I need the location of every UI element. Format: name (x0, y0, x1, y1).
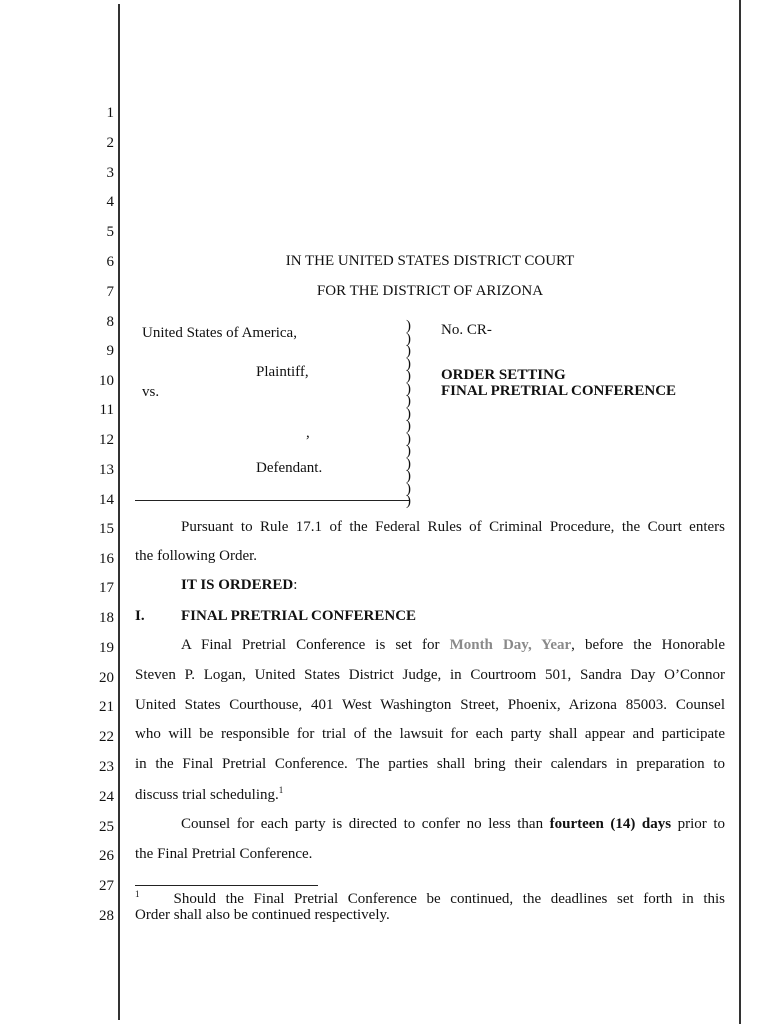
line-number: 16 (99, 551, 114, 567)
caption-paren: ) (406, 480, 411, 497)
paragraph-1-line-3: United States Courthouse, 401 West Washington Street, Phoenix, Arizona 85003. Counsel (135, 697, 725, 713)
paragraph-2-line-1: Counsel for each party is directed to confer no less than fourteen (14) days prior to (181, 816, 726, 832)
caption-paren: ) (406, 405, 411, 422)
line-number: 18 (99, 610, 114, 626)
order-title-line-2: FINAL PRETRIAL CONFERENCE (441, 383, 677, 399)
caption-paren: ) (406, 318, 411, 334)
line-number: 25 (99, 819, 114, 835)
line-number: 7 (106, 284, 114, 300)
section-title: FINAL PRETRIAL CONFERENCE (181, 608, 417, 624)
paragraph-1-line-1: A Final Pretrial Conference is set for Month Day, Year, before the Honorable (181, 637, 725, 653)
defendant-label: Defendant. (256, 460, 323, 476)
right-margin-rule (739, 0, 741, 1024)
line-number: 4 (106, 194, 114, 210)
line-number: 17 (99, 580, 114, 596)
paragraph-1-line-4: who will be responsible for trial of the lawsuit for each party shall appear and participate (135, 726, 725, 742)
plaintiff-name: United States of America, (142, 325, 297, 341)
line-number: 23 (99, 759, 114, 775)
line-number: 21 (99, 699, 114, 715)
footnote-reference[interactable]: 1 (278, 785, 284, 795)
line-number: 22 (99, 729, 114, 745)
line-number: 9 (106, 343, 114, 359)
footnote-line-1: $^1$ Should the Final Pretrial Conference be continued, the deadlines set forth in this (135, 889, 725, 907)
line-number: 6 (106, 254, 114, 270)
caption-paren: ) (406, 493, 411, 509)
date-placeholder: Month Day, Year (449, 637, 572, 653)
caption-paren: ) (406, 418, 411, 434)
line-number: 24 (99, 789, 114, 805)
line-number: 28 (99, 908, 114, 924)
intro-line-2: the following Order. (135, 548, 258, 564)
paragraph-2-line-2: the Final Pretrial Conference. (135, 846, 313, 862)
line-number: 1 (106, 105, 114, 121)
line-number: 20 (99, 670, 114, 686)
district-name: FOR THE DISTRICT OF ARIZONA (316, 283, 544, 299)
line-number: 2 (106, 135, 114, 151)
caption-paren: ) (406, 368, 411, 384)
caption-paren: ) (406, 330, 411, 347)
intro-line-1: Pursuant to Rule 17.1 of the Federal Rules of Criminal Procedure, the Court enters (181, 519, 725, 535)
caption-paren: ) (406, 455, 411, 472)
footnote-mark: 1 (135, 889, 140, 899)
caption-parentheses (406, 320, 416, 508)
caption-paren: ) (406, 355, 411, 372)
plaintiff-label: Plaintiff, (256, 364, 309, 380)
defendant-name: , (306, 425, 310, 441)
order-title-line-1: ORDER SETTING (441, 367, 566, 383)
footnote-separator (135, 885, 318, 886)
line-number: 5 (106, 224, 114, 240)
line-number: 11 (99, 402, 114, 418)
case-number: No. CR- (441, 322, 492, 338)
line-number: 13 (99, 462, 114, 478)
paragraph-1-line-5: in the Final Pretrial Conference. The parties shall bring their calendars in preparation to (135, 756, 725, 772)
caption-paren: ) (406, 393, 411, 409)
section-number: I. (135, 608, 145, 624)
court-name: IN THE UNITED STATES DISTRICT COURT (285, 253, 575, 269)
line-number: 3 (106, 165, 114, 181)
line-number: 14 (99, 492, 114, 508)
footnote-line-2: Order shall also be continued respectively. (135, 907, 390, 923)
caption-paren: ) (406, 430, 411, 447)
caption-paren: ) (406, 343, 411, 359)
paragraph-1-line-2: Steven P. Logan, United States District Judge, in Courtroom 501, Sandra Day O’Connor (135, 667, 725, 683)
line-number: 26 (99, 848, 114, 864)
caption-paren: ) (406, 380, 411, 397)
paragraph-1-line-6: discuss trial scheduling.$^1$ (135, 785, 284, 803)
line-number: 12 (99, 432, 114, 448)
it-is-ordered: IT IS ORDERED: (181, 577, 298, 593)
caption-paren: ) (406, 468, 411, 484)
line-number: 19 (99, 640, 114, 656)
line-number: 27 (99, 878, 114, 894)
line-number: 15 (99, 521, 114, 537)
caption-paren: ) (406, 443, 411, 459)
versus: vs. (142, 384, 160, 400)
caption-underline (135, 500, 409, 501)
line-number: 8 (106, 314, 114, 330)
left-margin-rule (118, 4, 120, 1020)
line-number: 10 (99, 373, 114, 389)
